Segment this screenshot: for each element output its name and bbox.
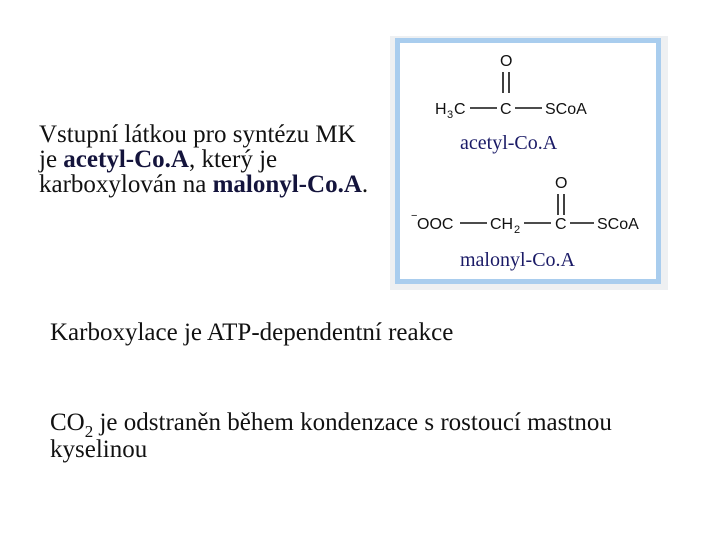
intro-text-2: , který je karboxylován na [39,146,278,198]
chemical-structure-figure [395,38,661,284]
intro-paragraph [39,122,369,197]
acetyl-scoa: SCoA [545,101,587,118]
acetyl-h3c-c: C [454,101,466,118]
malonyl-oxygen: O [555,175,568,192]
malonyl-caption: malonyl-Co.A [460,249,575,271]
bullet-co2-removal [50,410,700,462]
malonyl-ooc: OOC [417,216,454,233]
co2-subscript: 2 [84,422,94,441]
malonyl-carbonyl-c: C [555,216,567,233]
acetyl-carbonyl-c: C [500,101,512,118]
malonyl-scoa: SCoA [597,216,639,233]
malonyl-minus-charge: − [411,210,418,222]
intro-text-1: Vstupní látkou pro syntézu MK je [39,121,356,173]
malonyl-ch2-ch: CH [490,216,514,233]
acetyl-caption: acetyl-Co.A [460,132,558,154]
acetyl-coa-term: acetyl-Co.A [63,146,189,173]
acetyl-h3c-h: H [435,101,447,118]
co2-text: CO [50,409,85,436]
structure-drawing [400,43,656,279]
malonyl-ch2-2: 2 [514,224,521,236]
acetyl-oxygen: O [500,53,513,70]
acetyl-h3c-3: 3 [447,109,454,121]
co2-rest-text: je odstraněn během kondenzace s rostoucí mastnou kyselinou [50,409,612,463]
malonyl-coa-term: malonyl-Co.A [212,171,362,198]
bullet-carboxylation: Karboxylace je ATP-dependentní reakce [50,319,454,346]
intro-text-end: . [361,171,369,198]
